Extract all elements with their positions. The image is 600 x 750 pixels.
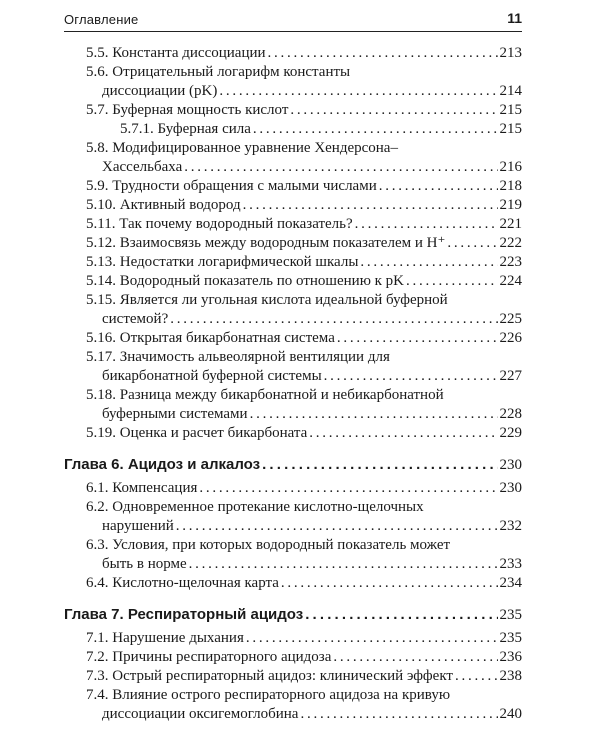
- toc-entry[interactable]: [64, 386, 522, 424]
- dot-leader: [300, 705, 497, 724]
- toc-page-number: 216: [499, 159, 522, 175]
- dot-leader: [268, 44, 498, 63]
- toc-chapter-entry[interactable]: [64, 605, 522, 625]
- toc-page-number: 228: [499, 406, 522, 422]
- dot-leader: [309, 424, 497, 443]
- toc-entry[interactable]: [64, 272, 522, 291]
- toc-page-number: 223: [499, 254, 522, 270]
- toc-entry[interactable]: [64, 44, 522, 63]
- dot-leader: [337, 329, 498, 348]
- toc-page-number: 238: [499, 668, 522, 684]
- toc-entry[interactable]: [64, 63, 522, 101]
- dot-leader: [246, 629, 498, 648]
- dot-leader: [447, 234, 497, 253]
- toc-entry[interactable]: [64, 648, 522, 667]
- toc-entry[interactable]: [64, 215, 522, 234]
- toc-entry[interactable]: [64, 139, 522, 177]
- dot-leader: [253, 120, 498, 139]
- toc-entry-title: Хассельбаха: [102, 159, 183, 175]
- toc-page-number: 235: [499, 630, 522, 646]
- toc-page-number: 215: [499, 121, 522, 137]
- page-number: 11: [507, 10, 522, 26]
- toc-entry-title: 5.10. Активный водород: [86, 197, 241, 213]
- toc-entry-title: 5.8. Модифицированное уравнение Хендерсона–: [86, 140, 398, 156]
- toc-page-number: 234: [499, 575, 522, 591]
- toc-entry-title: 5.14. Водородный показатель по отношению к pK: [86, 273, 405, 289]
- toc-entry-title: бикарбонатной буферной системы: [102, 368, 322, 384]
- dot-leader: [333, 648, 497, 667]
- dot-leader: [199, 479, 497, 498]
- toc-entry[interactable]: [64, 498, 522, 536]
- toc-entry-title: Глава 7. Респираторный ацидоз: [64, 606, 304, 623]
- dot-leader: [262, 455, 497, 474]
- toc-page-number: 227: [499, 368, 522, 384]
- dot-leader: [176, 517, 498, 536]
- toc-page-number: 225: [499, 311, 522, 327]
- dot-leader: [305, 605, 497, 624]
- dot-leader: [406, 272, 497, 291]
- toc-entry-title: 6.3. Условия, при которых водородный показатель может: [86, 537, 451, 553]
- toc-entry[interactable]: [64, 629, 522, 648]
- toc-entry[interactable]: [64, 196, 522, 215]
- toc-entry-title: 5.5. Константа диссоциации: [86, 45, 266, 61]
- dot-leader: [290, 101, 497, 120]
- toc-entry-title: Глава 6. Ацидоз и алкалоз: [64, 456, 261, 473]
- toc-page-number: 229: [499, 425, 522, 441]
- dot-leader: [243, 196, 498, 215]
- toc-entry-title: 5.6. Отрицательный логарифм константы: [86, 64, 351, 80]
- toc-page-number: 240: [499, 706, 522, 722]
- toc-entry[interactable]: [64, 253, 522, 272]
- toc-entry[interactable]: [64, 536, 522, 574]
- toc-entry-title: 6.1. Компенсация: [86, 480, 198, 496]
- toc-entry[interactable]: [64, 686, 522, 724]
- toc-entry-title: 6.4. Кислотно-щелочная карта: [86, 575, 279, 591]
- toc-entry-title: 5.18. Разница между бикарбонатной и небикарбонатной: [86, 387, 444, 403]
- header-rule: [64, 31, 522, 32]
- toc-page-number: 233: [499, 556, 522, 572]
- toc-entry-title: 5.9. Трудности обращения с малыми числами: [86, 178, 377, 194]
- dot-leader: [219, 82, 497, 101]
- dot-leader: [281, 574, 498, 593]
- toc-entry-title: 5.7. Буферная мощность кислот: [86, 102, 289, 118]
- toc-entry[interactable]: [64, 348, 522, 386]
- toc-page-number: 222: [499, 235, 522, 251]
- dot-leader: [170, 310, 497, 329]
- toc-page-number: 236: [499, 649, 522, 665]
- toc-page-number: 221: [499, 216, 522, 232]
- toc-entry-title: диссоциации оксигемоглобина: [102, 706, 299, 722]
- dot-leader: [455, 667, 498, 686]
- toc-entry-title: 7.2. Причины респираторного ацидоза: [86, 649, 332, 665]
- toc-entry[interactable]: [64, 329, 522, 348]
- toc-page-number: 214: [499, 83, 522, 99]
- toc-page-number: 224: [499, 273, 522, 289]
- toc-page-number: 232: [499, 518, 522, 534]
- toc-entry-title: 5.11. Так почему водородный показатель?: [86, 216, 353, 232]
- dot-leader: [189, 555, 498, 574]
- dot-leader: [379, 177, 498, 196]
- toc-entry-title: 5.16. Открытая бикарбонатная система: [86, 330, 335, 346]
- dot-leader: [324, 367, 498, 386]
- page-header: [64, 8, 522, 30]
- toc-chapter-entry[interactable]: [64, 455, 522, 475]
- toc-entry-title: 5.19. Оценка и расчет бикарбоната: [86, 425, 308, 441]
- toc-entry-title: 5.13. Недостатки логарифмической шкалы: [86, 254, 359, 270]
- running-title: Оглавление: [64, 12, 139, 27]
- toc-entry[interactable]: [64, 574, 522, 593]
- toc-entry[interactable]: [64, 177, 522, 196]
- toc-entry[interactable]: [64, 424, 522, 443]
- toc-entry-title: 5.17. Значимость альвеолярной вентиляции для: [86, 349, 390, 365]
- toc-entry-title: нарушений: [102, 518, 174, 534]
- toc-page-number: 230: [499, 480, 522, 496]
- toc-entry-title: 5.15. Является ли угольная кислота идеальной буферной: [86, 292, 448, 308]
- dot-leader: [184, 158, 497, 177]
- dot-leader: [250, 405, 498, 424]
- toc-entry[interactable]: [64, 101, 522, 120]
- toc-entry-title: 6.2. Одновременное протекание кислотно-щелочных: [86, 499, 424, 515]
- toc-entry[interactable]: [64, 120, 522, 139]
- toc-page-number: 235: [499, 607, 522, 623]
- toc-page-number: 226: [499, 330, 522, 346]
- toc-entry[interactable]: [64, 479, 522, 498]
- toc-page-number: 215: [499, 102, 522, 118]
- toc-entry[interactable]: [64, 291, 522, 329]
- toc-page-number: 213: [499, 45, 522, 61]
- toc-entry-title: 7.3. Острый респираторный ацидоз: клинический эффект: [86, 668, 453, 684]
- toc-page-number: 219: [499, 197, 522, 213]
- toc-entry-title: 5.7.1. Буферная сила: [120, 121, 251, 137]
- toc-entry-title: 7.1. Нарушение дыхания: [86, 630, 244, 646]
- toc-page-number: 230: [499, 457, 522, 473]
- toc-entry-title: 7.4. Влияние острого респираторного ацидоза на кривую: [86, 687, 451, 703]
- toc-entry[interactable]: [64, 234, 522, 253]
- toc-entry-title: быть в норме: [102, 556, 187, 572]
- toc-entry-title: 5.12. Взаимосвязь между водородным показателем и H⁺: [86, 235, 446, 251]
- dot-leader: [355, 215, 498, 234]
- toc-entry[interactable]: [64, 667, 522, 686]
- table-of-contents: [64, 44, 522, 724]
- toc-entry-title: буферными системами: [102, 406, 248, 422]
- toc-entry-title: системой?: [102, 311, 169, 327]
- dot-leader: [360, 253, 497, 272]
- toc-page-number: 218: [499, 178, 522, 194]
- toc-entry-title: диссоциации (pK): [102, 83, 218, 99]
